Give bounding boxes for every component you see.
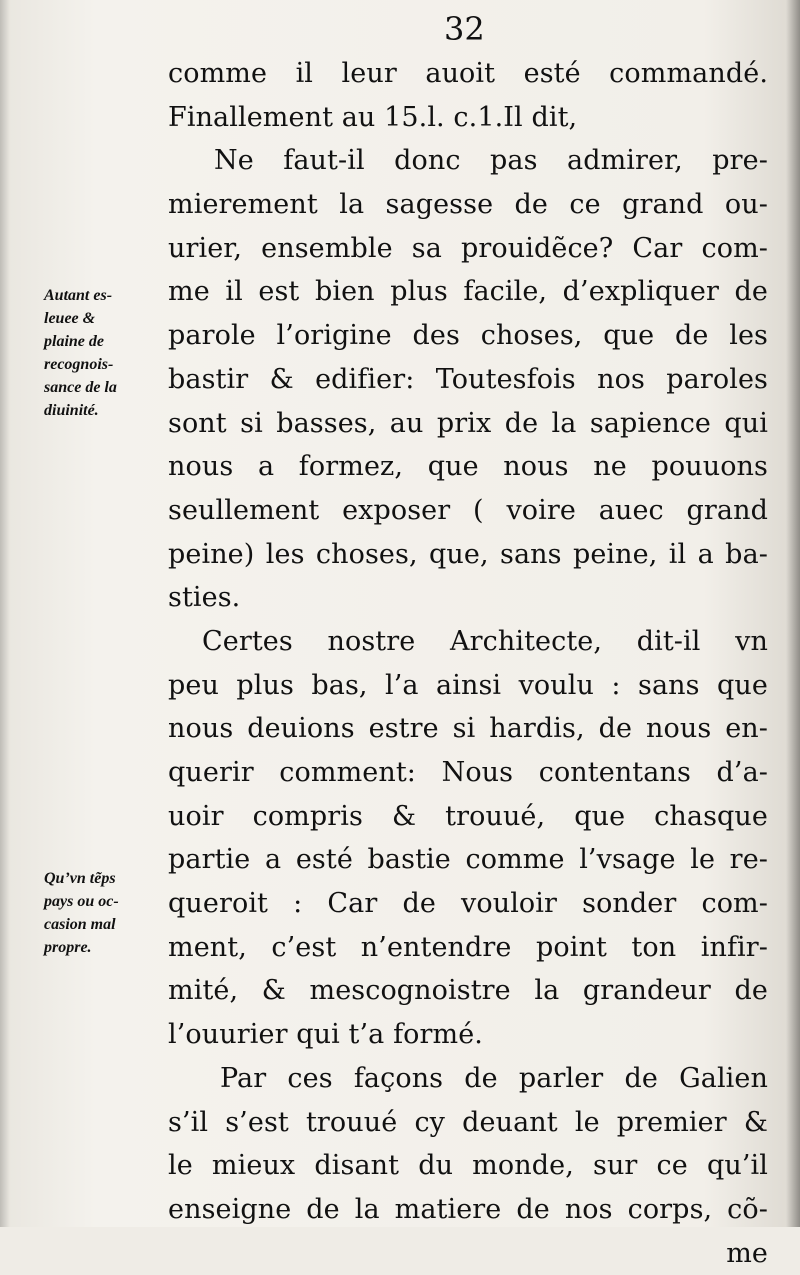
margin-note-line: plaine de [44, 333, 104, 350]
text-line: le mieux disant du monde, sur ce qu’il [168, 1150, 768, 1182]
catchword: me [726, 1237, 768, 1269]
text-line: uoir compris & trouué, que chasque [168, 800, 768, 832]
text-line: ment, c’est n’entendre point ton infir- [168, 931, 768, 963]
text-line: enseigne de la matiere de nos corps, cõ- [168, 1193, 768, 1225]
main-text-block [168, 52, 768, 1275]
text-line: nous deuions estre si hardis, de nous en- [168, 713, 768, 745]
margin-note-line: Autant es- [44, 287, 113, 304]
margin-note-line: propre. [44, 939, 92, 956]
text-line: l’ouurier qui t’a formé. [168, 1019, 483, 1051]
text-line: bastir & edifier: Toutesfois nos paroles [168, 363, 768, 395]
text-line: me il est bien plus facile, d’expliquer de [168, 276, 768, 308]
text-line: Par ces façons de parler de Galien [220, 1062, 768, 1094]
text-line: querir comment: Nous contentans d’a- [168, 757, 768, 788]
margin-note-line: leuee & [44, 310, 96, 327]
text-line: nous a formez, que nous ne pouuons [168, 451, 768, 483]
text-line: urier, ensemble sa prouidẽce? Car com- [168, 232, 768, 264]
text-line: sont si basses, au prix de la sapience qui [168, 407, 768, 439]
margin-note [44, 867, 174, 959]
text-line: comme il leur auoit esté commandé. [168, 58, 768, 89]
text-line: sties. [168, 582, 241, 614]
text-line: queroit : Car de vouloir sonder com- [168, 888, 768, 920]
page-edge-shadow [0, 0, 10, 1227]
text-line: s’il s’est trouué cy deuant le premier & [168, 1106, 768, 1138]
text-line: Certes nostre Architecte, dit-il vn [202, 625, 768, 657]
text-line: mierement la sagesse de ce grand ou- [168, 189, 768, 221]
margin-note [44, 284, 174, 422]
text-line: Ne faut-il donc pas admirer, pre- [214, 145, 768, 177]
text-line: partie a esté bastie comme l’vsage le re- [168, 844, 768, 876]
margin-note-line: pays ou oc- [44, 893, 119, 910]
margin-note-line: sance de la [44, 379, 117, 396]
page-number: 32 [444, 10, 485, 48]
margin-note-line: recognois- [44, 356, 114, 373]
text-line: Finallement au 15.l. c.1.Il dit, [168, 101, 578, 133]
margin-note-line: Qu’vn tẽps [44, 870, 116, 887]
text-line: seullement exposer ( voire auec grand [168, 494, 768, 526]
gutter-shadow [786, 0, 800, 1227]
text-line: peine) les choses, que, sans peine, il a ba- [168, 538, 768, 570]
text-line: peu plus bas, l’a ainsi voulu : sans que [168, 669, 768, 701]
margin-note-line: casion mal [44, 916, 116, 933]
margin-note-line: diuinité. [44, 402, 99, 419]
text-line: parole l’origine des choses, que de les [168, 320, 768, 352]
text-line: mité, & mescognoistre la grandeur de [168, 975, 768, 1007]
